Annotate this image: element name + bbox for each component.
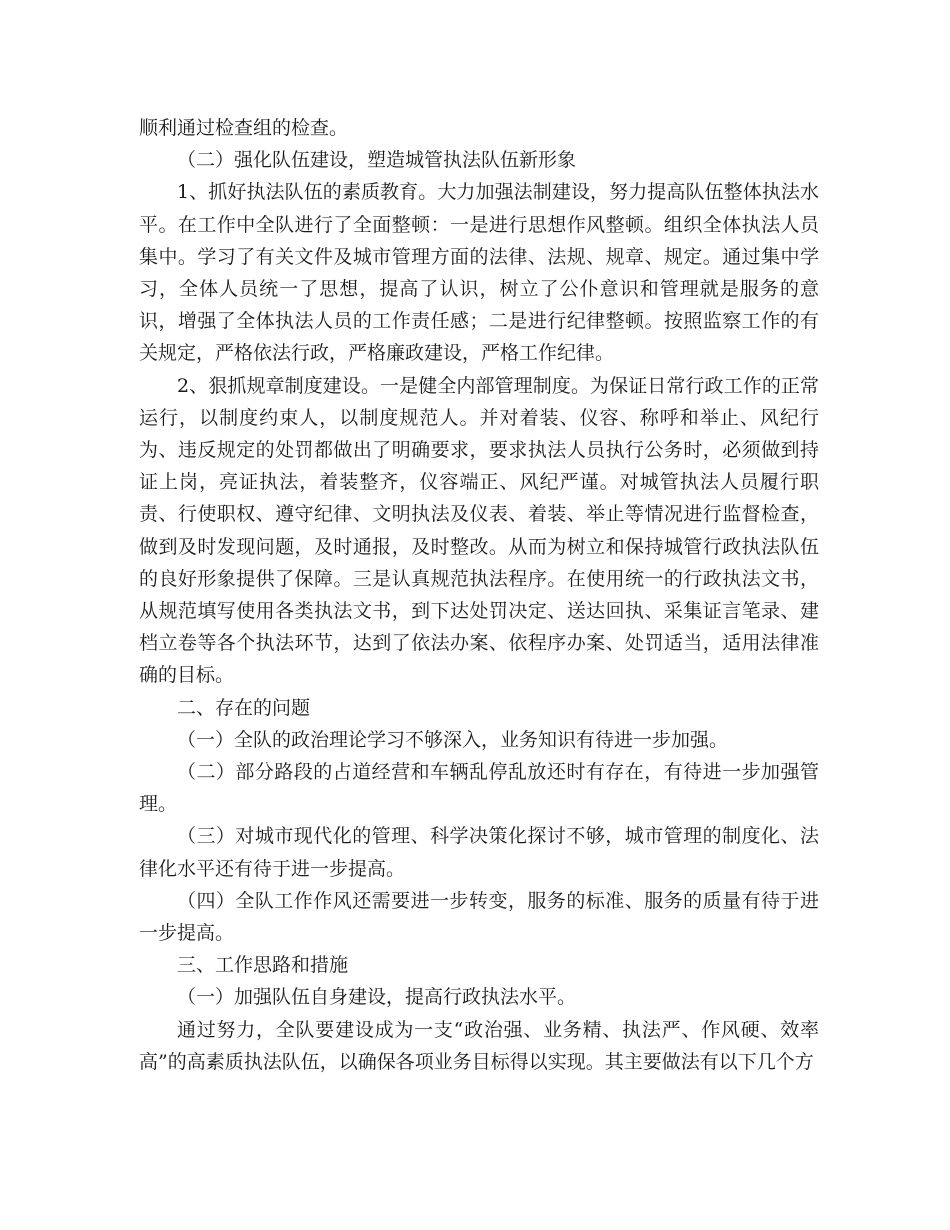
- measure-item-1: （一）加强队伍自身建设，提高行政执法水平。: [177, 986, 577, 1009]
- problem-item-2: （二）部分路段的占道经营和车辆乱停乱放还时有存在，有待进一步加强管理。: [139, 761, 819, 816]
- paragraph-rules-system: 2、狠抓规章制度建设。一是健全内部管理制度。为保证日常行政工作的正常运行，以制度约束人，以制度规范人。并对着装、仪容、称呼和举止、风纪行为、违反规定的处罚都做出了明确要求，要求执法人员执行公务时，必须做到持证上岗，亮证执法，着装整齐，仪容端正、风纪严谨。对城管执法人员履行职责、行使职权、遵守纪律、文明执法及仪表、着装、举止等情况进行监督检查，做到及时发现问题，及时通报，及时整改。从而为树立和保持城管行政执法队伍的良好形象提供了保障。三是认真规范执法程序。在使用统一的行政执法文书，从规范填写使用各类执法文书，到下达处罚决定、送达回执、采集证言笔录、建档立卷等各个执法环节，达到了依法办案、依程序办案、处罚适当，适用法律准确的目标。: [139, 374, 819, 687]
- paragraph-measure-detail: 通过努力，全队要建设成为一支“政治强、业务精、执法严、作风硬、效率高”的高素质执法队伍，以确保各项业务目标得以实现。其主要做法有以下几个方: [139, 1018, 819, 1073]
- paragraph-quality-education: 1、抓好执法队伍的素质教育。大力加强法制建设，努力提高队伍整体执法水平。在工作中全队进行了全面整顿：一是进行思想作风整顿。组织全体执法人员集中。学习了有关文件及城市管理方面的法律、法规、规章、规定。通过集中学习，全体人员统一了思想，提高了认识，树立了公仆意识和管理就是服务的意识，增强了全体执法人员的工作责任感；二是进行纪律整顿。按照监察工作的有关规定，严格依法行政，严格廉政建设，严格工作纪律。: [139, 181, 819, 365]
- section-heading-problems: 二、存在的问题: [177, 696, 311, 719]
- problem-item-1: （一）全队的政治理论学习不够深入，业务知识有待进一步加强。: [177, 728, 729, 751]
- problem-item-4: （四）全队工作作风还需要进一步转变，服务的标准、服务的质量有待于进一步提高。: [139, 889, 819, 945]
- problem-item-3: （三）对城市现代化的管理、科学决策化探讨不够，城市管理的制度化、法律化水平还有待于进一步提高。: [139, 825, 819, 880]
- paragraph-continuation: 顺利通过检查组的检查。: [139, 117, 349, 139]
- document-body: [139, 112, 819, 1078]
- section-heading-measures: 三、工作思路和措施: [177, 954, 349, 977]
- section-heading-team-building: （二）强化队伍建设，塑造城管执法队伍新形象: [177, 149, 577, 172]
